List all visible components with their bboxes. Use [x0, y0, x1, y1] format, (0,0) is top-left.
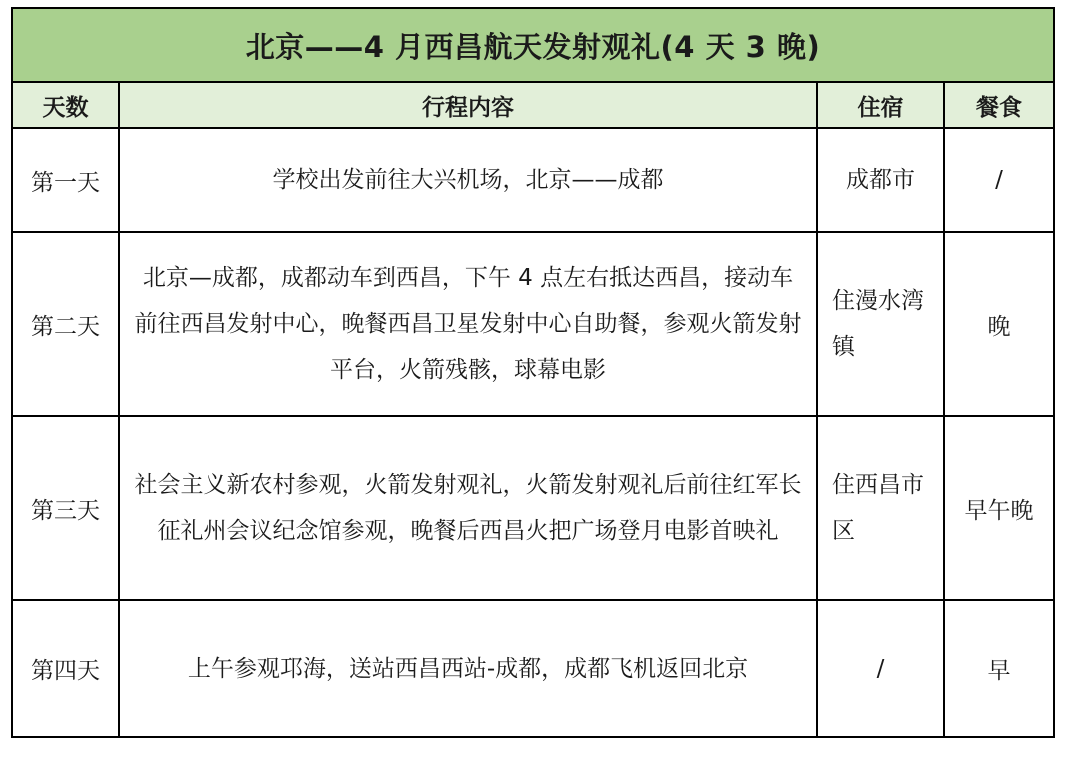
content-cell: 学校出发前往大兴机场，北京——成都 — [119, 128, 817, 232]
title-row — [12, 8, 1054, 82]
day-cell: 第三天 — [12, 416, 119, 600]
content-cell: 上午参观邛海，送站西昌西站-成都，成都飞机返回北京 — [119, 600, 817, 737]
stay-cell: / — [817, 600, 944, 737]
meal-cell: 晚 — [944, 232, 1054, 416]
header-content: 行程内容 — [119, 82, 817, 128]
table-row — [12, 600, 1054, 737]
header-row — [12, 82, 1054, 128]
table-row — [12, 232, 1054, 416]
stay-cell: 住漫水湾镇 — [817, 232, 944, 416]
header-meal: 餐食 — [944, 82, 1054, 128]
day-cell: 第二天 — [12, 232, 119, 416]
stay-cell: 成都市 — [817, 128, 944, 232]
header-stay: 住宿 — [817, 82, 944, 128]
table-title: 北京——4 月西昌航天发射观礼(4 天 3 晚) — [12, 8, 1054, 82]
stay-cell: 住西昌市区 — [817, 416, 944, 600]
itinerary-table — [11, 7, 1055, 738]
header-day: 天数 — [12, 82, 119, 128]
table-row — [12, 128, 1054, 232]
day-cell: 第四天 — [12, 600, 119, 737]
content-cell: 北京—成都，成都动车到西昌，下午 4 点左右抵达西昌，接动车前往西昌发射中心，晚餐西昌卫星发射中心自助餐，参观火箭发射平台，火箭残骸，球幕电影 — [119, 232, 817, 416]
meal-cell: / — [944, 128, 1054, 232]
meal-cell: 早 — [944, 600, 1054, 737]
day-cell: 第一天 — [12, 128, 119, 232]
meal-cell: 早午晚 — [944, 416, 1054, 600]
table-row — [12, 416, 1054, 600]
content-cell: 社会主义新农村参观，火箭发射观礼，火箭发射观礼后前往红军长征礼州会议纪念馆参观，晚餐后西昌火把广场登月电影首映礼 — [119, 416, 817, 600]
